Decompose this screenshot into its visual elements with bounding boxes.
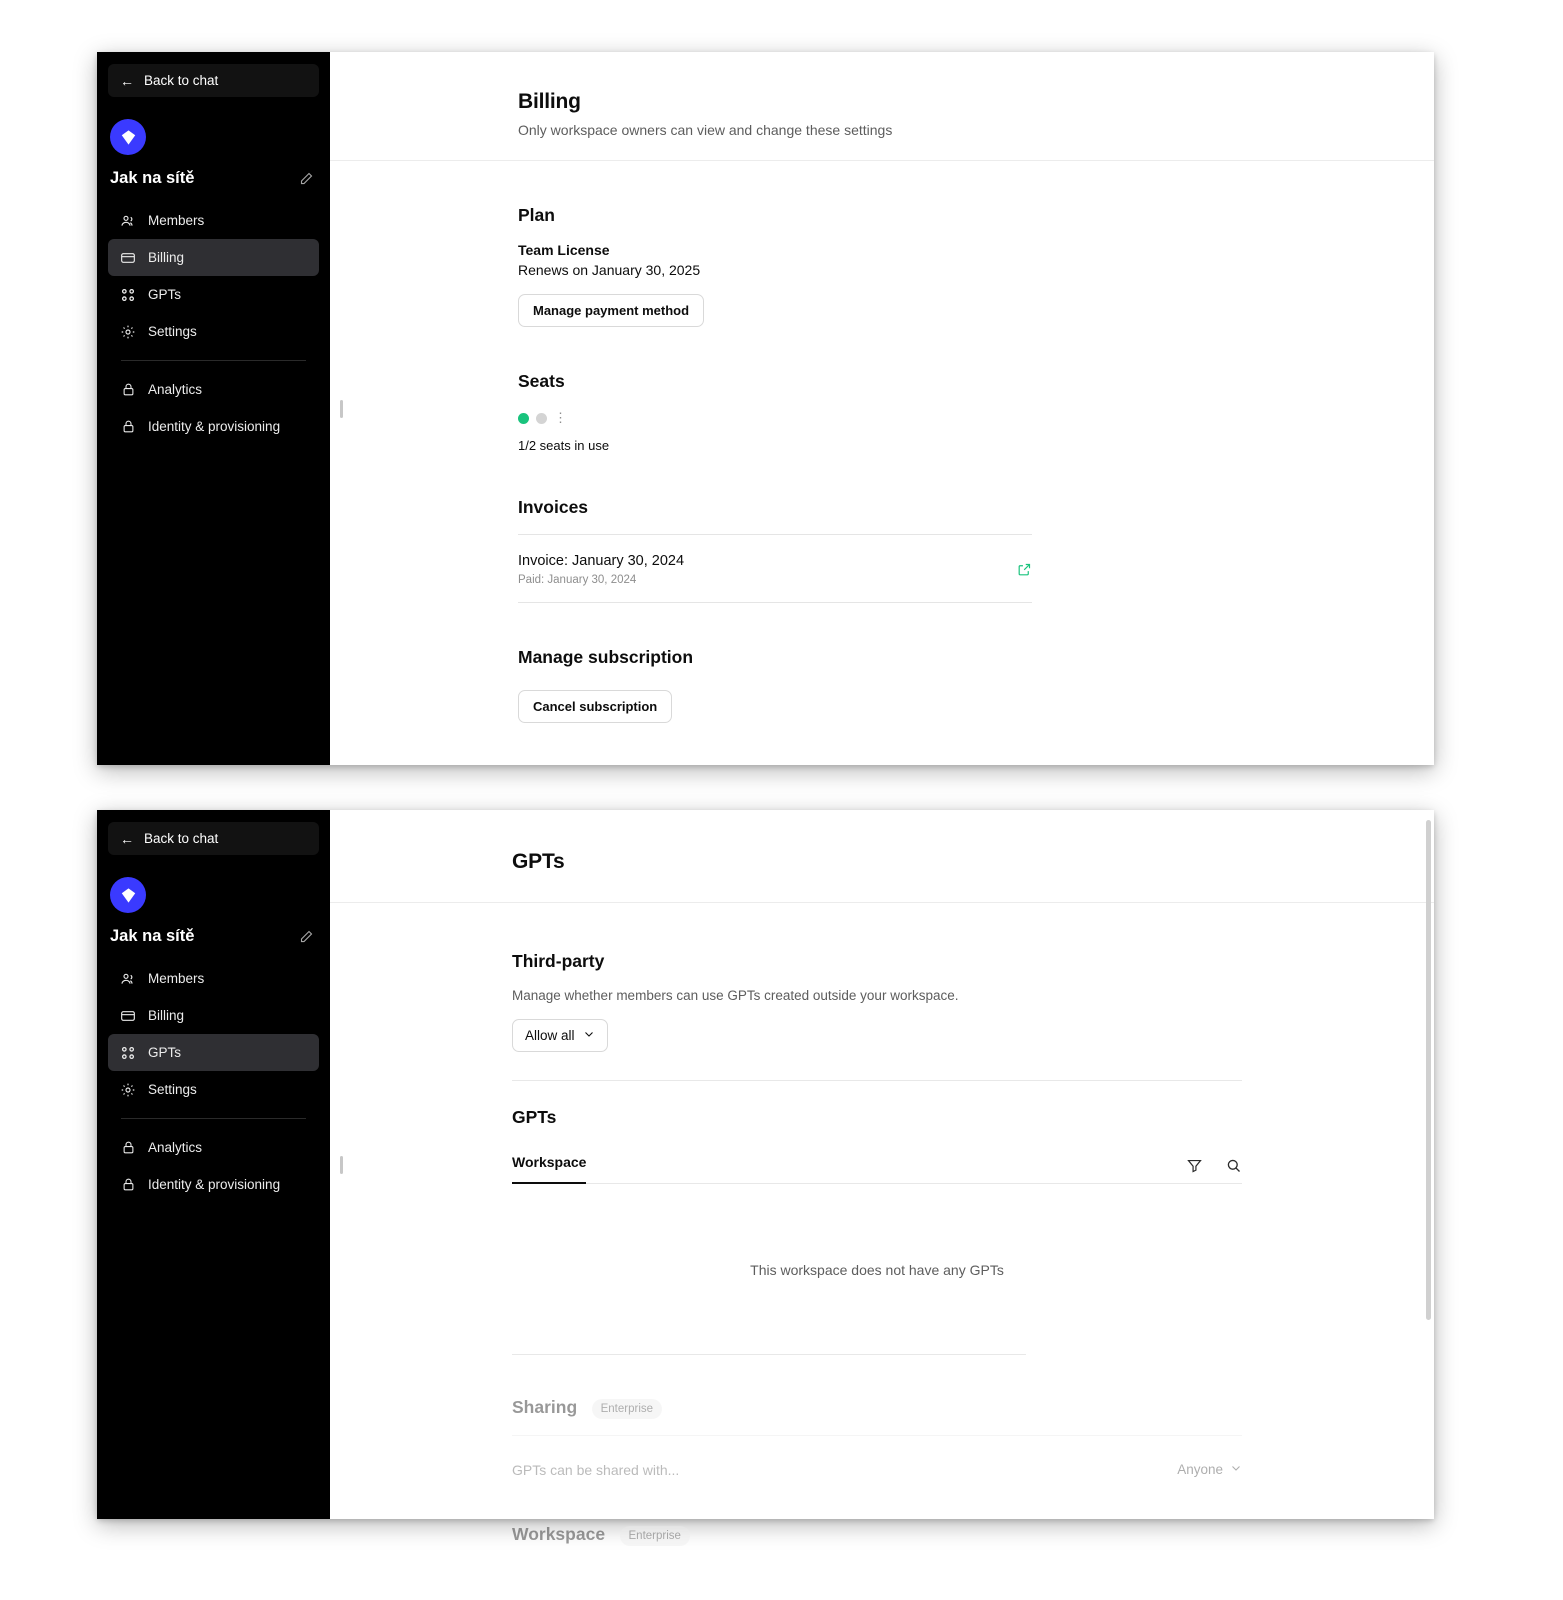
sharing-heading: Sharing (512, 1397, 578, 1417)
gear-icon (120, 324, 136, 340)
sidebar-divider (121, 360, 306, 361)
chevron-down-icon (583, 1028, 595, 1043)
billing-header (330, 52, 1434, 161)
sidebar-item-label: Billing (148, 1008, 185, 1023)
filter-icon[interactable] (1186, 1157, 1203, 1174)
sharing-row-value: Anyone (1177, 1462, 1223, 1478)
gpts-empty-state: This workspace does not have any GPTs (750, 1262, 1004, 1278)
panel-drag-handle[interactable] (340, 1156, 343, 1174)
sidebar-item-label: Members (148, 213, 205, 228)
lock-icon (120, 1140, 136, 1156)
sidebar-item-label: Identity & provisioning (148, 1177, 281, 1192)
page-title: GPTs (512, 850, 565, 873)
section-divider (512, 1080, 1242, 1081)
plan-heading: Plan (518, 205, 555, 225)
page-subtitle: Only workspace owners can view and change these settings (518, 122, 893, 138)
workspace-name-row (110, 169, 314, 188)
sidebar-item-billing[interactable] (108, 997, 319, 1034)
workspace-logo (110, 877, 146, 913)
sidebar-item-label: Analytics (148, 382, 203, 397)
empty-state-rule (512, 1354, 1026, 1355)
back-to-chat-button[interactable] (108, 822, 319, 855)
members-icon (120, 213, 136, 229)
billing-main-panel (330, 52, 1434, 765)
sharing-row (512, 1436, 1242, 1478)
sidebar-item-label: Settings (148, 324, 197, 339)
gpts-list-heading: GPTs (512, 1107, 557, 1127)
sharing-row-select[interactable] (1177, 1462, 1242, 1477)
sidebar-item-label: Identity & provisioning (148, 419, 281, 434)
external-link-icon[interactable] (1017, 562, 1032, 577)
invoice-title: Invoice: January 30, 2024 (518, 553, 685, 569)
sidebar-item-label: Members (148, 971, 205, 986)
invoices-bottom-rule (518, 602, 1032, 603)
sidebar-item-gpts[interactable] (108, 1034, 319, 1071)
gear-icon (120, 1082, 136, 1098)
vertical-scrollbar[interactable] (1426, 820, 1431, 1320)
sidebar-item-identity-provisioning[interactable] (108, 1166, 319, 1203)
sidebar-item-analytics[interactable] (108, 1129, 319, 1166)
invoice-paid: Paid: January 30, 2024 (518, 574, 637, 586)
tab-workspace[interactable]: Workspace (512, 1154, 586, 1184)
sidebar-item-label: Settings (148, 1082, 197, 1097)
cancel-subscription-button[interactable]: Cancel subscription (518, 690, 672, 723)
sidebar-item-label: GPTs (148, 287, 182, 302)
plan-renews: Renews on January 30, 2025 (518, 262, 701, 278)
workspace-logo (110, 119, 146, 155)
workspace-name: Jak na sítě (110, 927, 195, 945)
gpts-grid-icon (120, 1045, 136, 1061)
search-icon[interactable] (1225, 1157, 1242, 1174)
lock-icon (120, 382, 136, 398)
billing-content (330, 205, 1434, 723)
sidebar-item-members[interactable] (108, 960, 319, 997)
seat-dot-used (518, 413, 529, 424)
gpts-content (330, 951, 1434, 1546)
sidebar-item-label: Analytics (148, 1140, 203, 1155)
gpts-main-panel (330, 810, 1434, 1544)
invoice-row[interactable] (518, 535, 1032, 602)
sidebar-item-billing[interactable] (108, 239, 319, 276)
edit-pencil-icon[interactable] (299, 171, 314, 186)
chevron-down-icon (1230, 1462, 1242, 1477)
third-party-heading: Third-party (512, 951, 605, 971)
seats-in-use-text: 1/2 seats in use (518, 438, 610, 453)
third-party-description: Manage whether members can use GPTs created outside your workspace. (512, 988, 959, 1003)
seats-overflow-icon[interactable]: ⋮ (554, 410, 568, 425)
back-to-chat-label: Back to chat (144, 73, 219, 88)
panel-drag-handle[interactable] (340, 400, 343, 418)
workspace-section-heading: Workspace (512, 1523, 606, 1544)
seats-indicator (518, 410, 1434, 426)
workspace-name-row (110, 927, 314, 946)
page-title: Billing (518, 90, 581, 113)
billing-card-icon (120, 1008, 136, 1024)
sharing-row-label: GPTs can be shared with... (512, 1461, 680, 1478)
third-party-select-value: Allow all (525, 1028, 575, 1043)
workspace-enterprise-badge: Enterprise (620, 1526, 690, 1546)
sidebar (97, 810, 330, 1519)
sharing-section (512, 1397, 1434, 1478)
gpts-header (330, 810, 1434, 903)
sidebar-item-identity-provisioning[interactable] (108, 408, 319, 445)
manage-payment-method-button[interactable]: Manage payment method (518, 294, 704, 327)
manage-subscription-heading: Manage subscription (518, 647, 694, 667)
gpts-tabs-row (512, 1154, 1242, 1184)
workspace-section (512, 1524, 1434, 1546)
sidebar-nav (97, 960, 330, 1203)
back-to-chat-label: Back to chat (144, 831, 219, 846)
back-arrow-icon: ← (120, 830, 134, 847)
sidebar-item-settings[interactable] (108, 313, 319, 350)
sidebar-item-label: GPTs (148, 1045, 182, 1060)
gpts-tools (1186, 1157, 1242, 1184)
third-party-select[interactable] (512, 1019, 608, 1052)
gpts-window (97, 810, 1434, 1544)
billing-card-icon (120, 250, 136, 266)
gpts-grid-icon (120, 287, 136, 303)
edit-pencil-icon[interactable] (299, 929, 314, 944)
sidebar-item-settings[interactable] (108, 1071, 319, 1108)
seats-heading: Seats (518, 371, 565, 391)
sidebar-item-members[interactable] (108, 202, 319, 239)
seat-dot-free (536, 413, 547, 424)
lock-icon (120, 1177, 136, 1193)
sharing-enterprise-badge: Enterprise (592, 1399, 662, 1419)
sidebar (97, 52, 330, 765)
back-arrow-icon: ← (120, 72, 134, 89)
invoices-heading: Invoices (518, 497, 589, 517)
billing-window (97, 52, 1434, 765)
sidebar-item-gpts[interactable] (108, 276, 319, 313)
sidebar-divider (121, 1118, 306, 1119)
plan-name: Team License (518, 242, 610, 258)
sidebar-item-label: Billing (148, 250, 185, 265)
sidebar-item-analytics[interactable] (108, 371, 319, 408)
lock-icon (120, 419, 136, 435)
sidebar-nav (97, 202, 330, 445)
workspace-name: Jak na sítě (110, 169, 195, 187)
members-icon (120, 971, 136, 987)
back-to-chat-button[interactable] (108, 64, 319, 97)
